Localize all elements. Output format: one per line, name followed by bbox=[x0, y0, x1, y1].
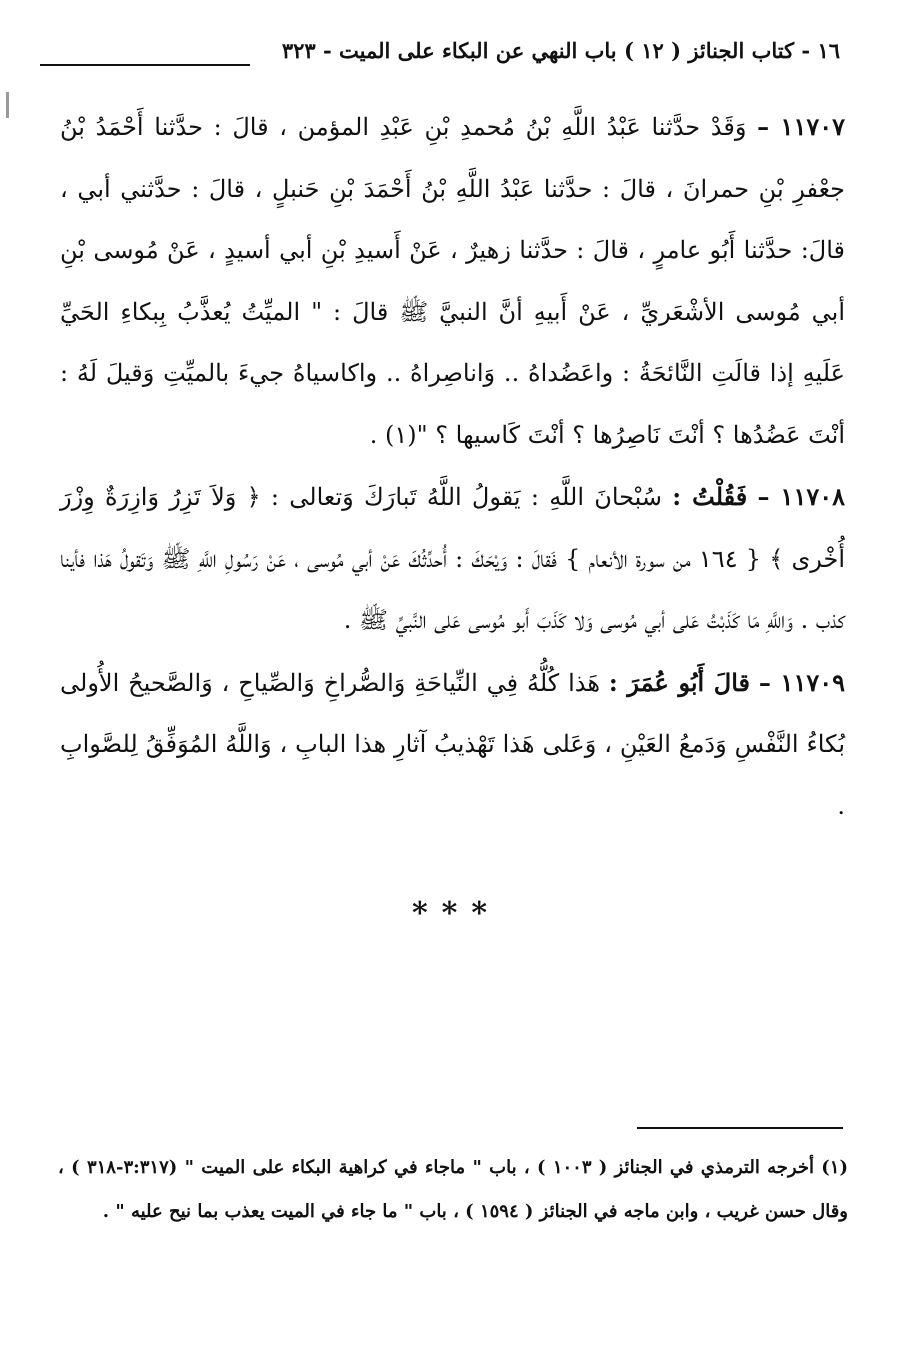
hadith-paragraph bbox=[60, 652, 845, 838]
hadith-number: ١١٧٠٩ – bbox=[758, 667, 845, 697]
hadith-text: وَقَدْ حدَّثنا عَبْدُ اللَّهِ بْنُ مُحمدِ بْنِ عَبْدِ المؤمن ، قالَ : حدَّثنا أَحْمَدُ بْنُ جعْفرِ بْنِ حمرانَ ، قالَ : حدَّثنا عَبْدُ اللَّهِ بْنُ أَحْمَدَ بْنِ حَنبلٍ ، قالَ : حدَّثني أبي ، قالَ: حدَّثنا أَبُو عامرٍ ، قالَ : حدَّثنا زهيرٌ ، عَنْ أَسيدِ بْنِ أبي أسيدٍ ، عَنْ مُوسى بْنِ أبي مُوسى الأشْعَريِّ ، عَنْ أَبيهِ أنَّ النبيَّ ﷺ قالَ : " الميِّتُ يُعذَّبُ بِبكاءِ الحَيِّ عَلَيهِ إذا قالَتِ النَّائحَةُ : واعَضُداهُ .. وَاناصِراهُ .. واكاسياهُ جيءَ بالميِّتِ وَقيلَ لَهُ : أنْتَ عَضُدُها ؟ أنْتَ نَاصِرُها ؟ أنْتَ كَاسيها ؟ "(١) . bbox=[60, 113, 845, 449]
footnotes bbox=[58, 1146, 848, 1234]
hadith-text: سُبْحانَ اللَّهِ : يَقولُ اللَّهُ تَبارَكَ وَتعالى : ﴿ وَلاَ تَزِرُ وَازِرَةٌ وِزْرَ أُخْرى ﴾ { ١٦٤ من سورة الأنعام } فَقالَ : وَيْحَكَ : أُحدِّثُكَ عَنْ أبي مُوسى ، عَنْ رَسُولِ اللَّهِ ﷺ وَتَقولُ هَذا فأينا كذب . وَاللَّهِ مَا كَذَبْتُ عَلى أبي مُوسى وَلا كَذَبَ أَبو مُوسى عَلى النَّبيِّ ﷺ . bbox=[60, 483, 846, 634]
hadith-lead: قالَ أَبُو عُمَرَ : bbox=[608, 667, 751, 697]
running-header bbox=[40, 38, 840, 78]
hadith-paragraph bbox=[60, 466, 845, 652]
hadith-text: هَذا كُلُّهُ فِي النِّياحَةِ وَالصُّراخِ وَالصِّياحِ ، وَالصَّحيحُ الأُولى بُكاءُ النَّفْسِ وَدَمعُ العَيْنِ ، وَعَلى هَذا تَهْذيبُ آثارِ هذا البابِ ، وَاللَّهُ المُوَفِّقُ لِلصَّوابِ . bbox=[60, 668, 845, 820]
header-rule bbox=[40, 64, 250, 66]
footnote-rule bbox=[637, 1127, 843, 1129]
running-header-title: ١٦ - كتاب الجنائز ( ١٢ ) باب النهي عن البكاء على الميت - ٣٢٣ bbox=[281, 38, 840, 63]
hadith-paragraph bbox=[60, 96, 845, 466]
scan-margin-mark bbox=[6, 92, 9, 118]
hadith-lead: فَقُلْتُ : bbox=[672, 482, 748, 511]
footnote: (١) أخرجه الترمذي في الجنائز ( ١٠٠٣ ) ، باب " ماجاء في كراهية البكاء على الميت " (٣:٣١٧-٣١٨ ) ، وقال حسن غريب ، وابن ماجه في الجنائز ( ١٥٩٤ ) ، باب " ما جاء في الميت يعذب بما نيح عليه " . bbox=[58, 1157, 848, 1222]
hadith-number: ١١٧٠٧ – bbox=[757, 112, 845, 141]
main-text bbox=[60, 96, 845, 837]
hadith-number: ١١٧٠٨ – bbox=[757, 482, 845, 511]
section-separator: *** bbox=[411, 896, 502, 931]
